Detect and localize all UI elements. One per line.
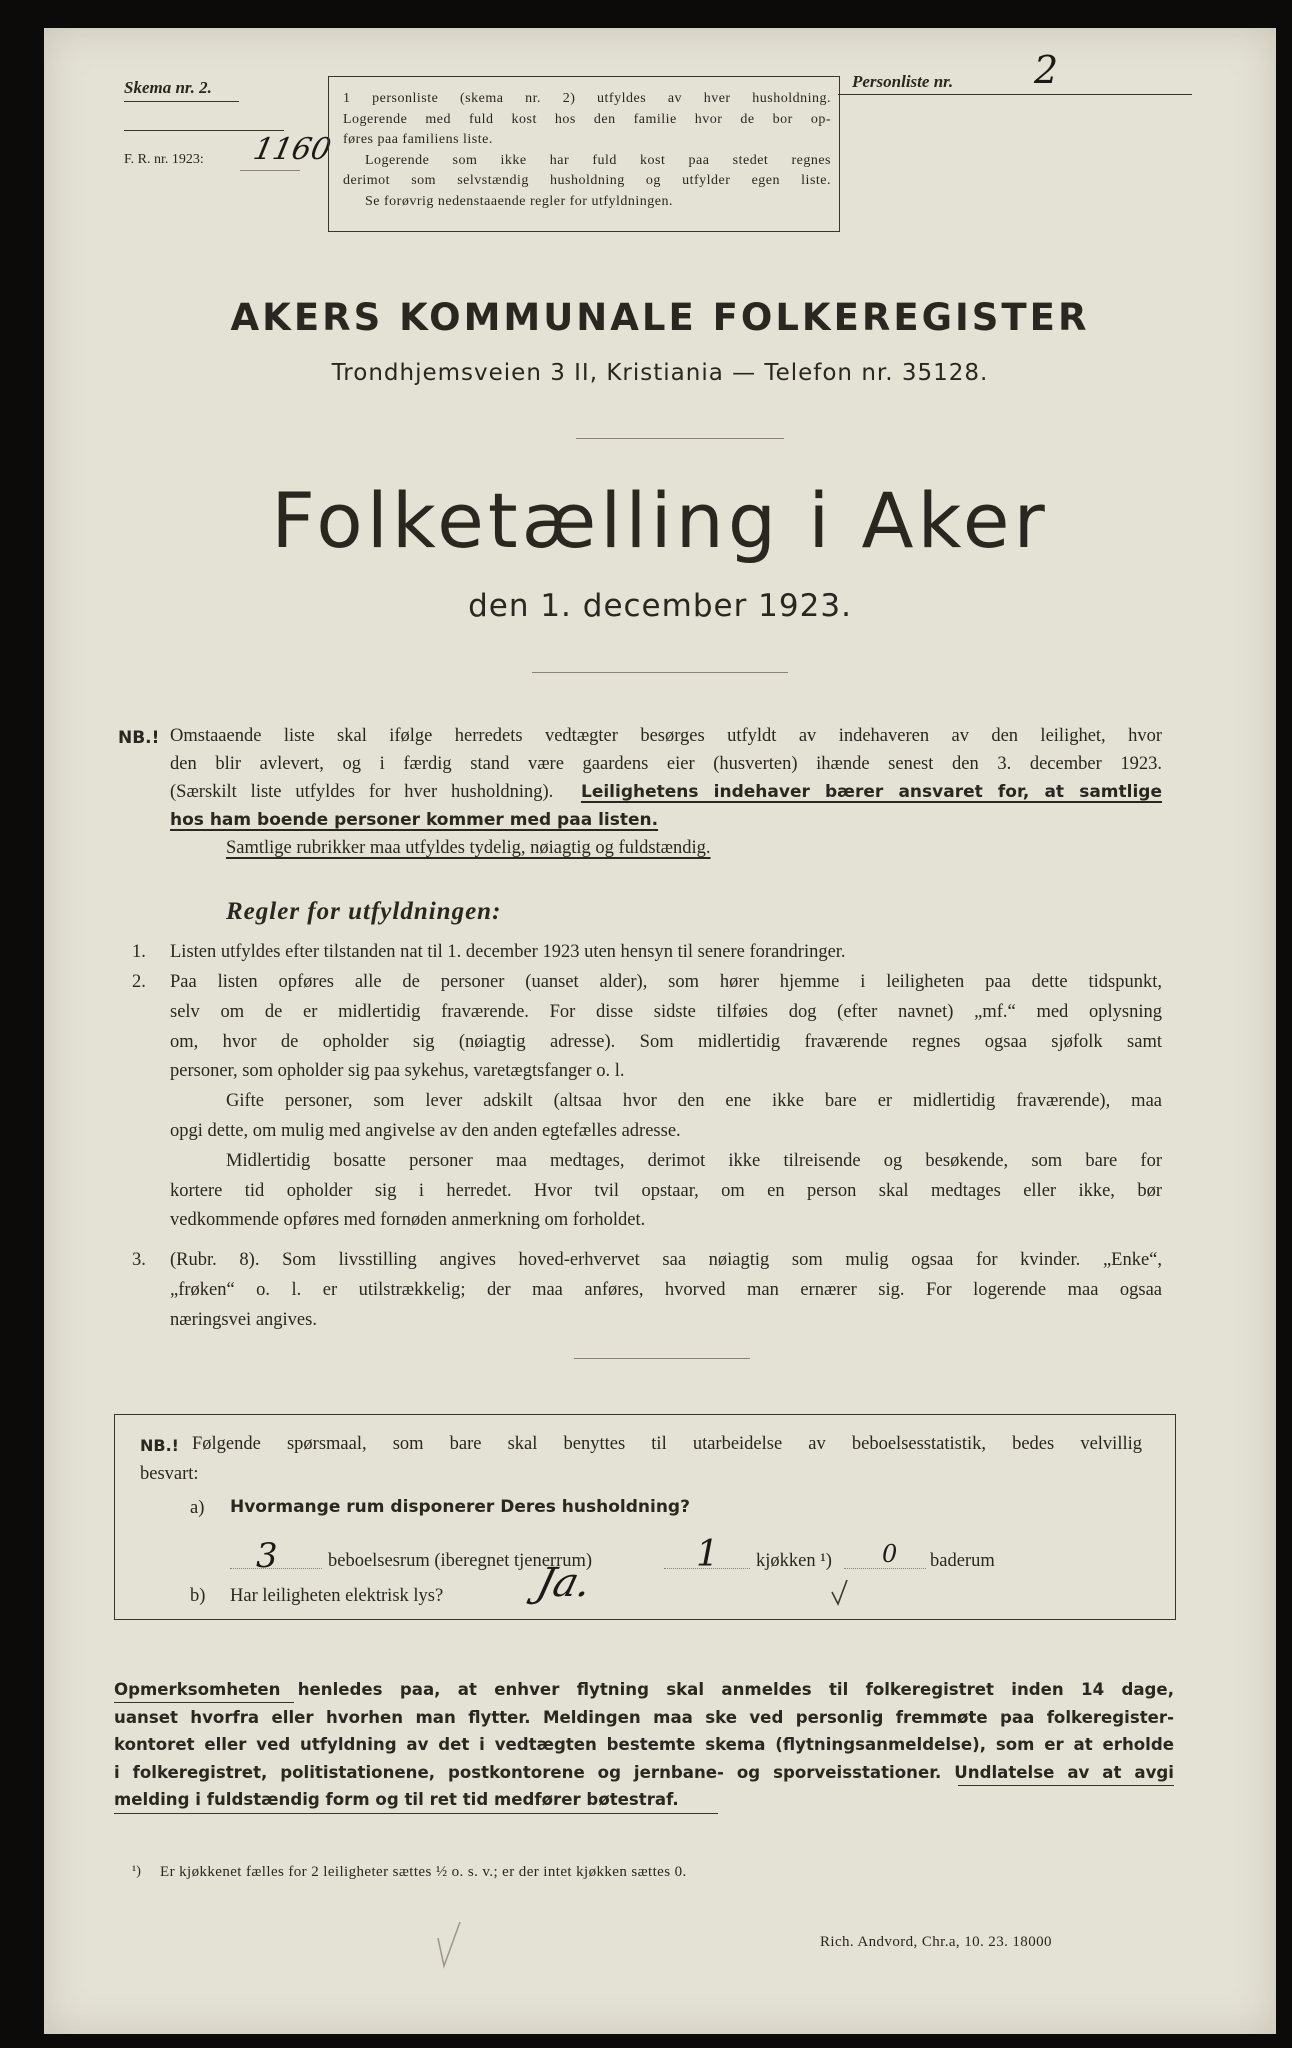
rule-1-number: 1.: [132, 942, 146, 962]
question-a: Hvormange rum disponerer Deres husholdning?: [230, 1497, 690, 1517]
personliste-underline: [838, 94, 1192, 95]
fr-number-line: [240, 170, 300, 171]
rule-line: vedkommende opføres med fornøden anmerkning om forholdet.: [170, 1210, 646, 1231]
footnote-mark: ¹): [132, 1864, 141, 1879]
nb2-text: Følgende spørsmaal, som bare skal benyttes til utarbeidelse av beboelsesstatistik, bedes velvillig: [192, 1434, 1142, 1454]
main-title: Folketælling i Aker: [271, 476, 1049, 565]
personliste-label: Personliste nr.: [852, 72, 954, 91]
rule-line: „frøken“ o. l. er utilstrækkelig; der maa anføres, hvorved man ernærer sig. For logerende maa ogsaa: [170, 1279, 1162, 1300]
fr-number-label: F. R. nr. 1923:: [124, 152, 204, 167]
date-divider: [532, 672, 788, 673]
instruction-line: Se forøvrig nedenstaaende regler for utfyldningen.: [365, 193, 674, 209]
instruction-line: føres paa familiens liste.: [343, 132, 493, 147]
rule-line: opgi dette, om mulig med angivelse av den anden egtefælles adresse.: [170, 1120, 681, 1141]
footnote: Er kjøkkenet fælles for 2 leiligheter sættes ½ o. s. v.; er der intet kjøkken sættes 0.: [160, 1864, 687, 1880]
nb2-line-1: [192, 1430, 1142, 1458]
rule-2: [170, 968, 1162, 1236]
organization-address: Trondhjemsveien 3 II, Kristiania — Telefon nr. 35128.: [331, 360, 989, 386]
rules-heading: Regler for utfyldningen:: [226, 898, 502, 925]
rule-line: selv om de er midlertidig fraværende. For disse sidste tilføies dog (efter navnet) „mf.“ med oplysning: [170, 1001, 1162, 1022]
rule-line: personer, som opholder sig paa sykehus, varetægtsfanger o. l.: [170, 1061, 625, 1082]
question-b-label: b): [190, 1586, 206, 1606]
rule-2-number: 2.: [132, 972, 146, 992]
instruction-line: Logerende med fuld kost hos den familie hvor de bor op-: [343, 111, 831, 127]
nb2-line-2: besvart:: [140, 1464, 199, 1484]
rooms-value[interactable]: 3: [256, 1536, 278, 1576]
instruction-line: Logerende som ikke har fuld kost paa stedet regnes: [365, 152, 831, 168]
bath-field-line: [844, 1568, 926, 1569]
nb-emphasis: Leilighetens indehaver bærer ansvaret for, at samtlige: [580, 782, 1162, 802]
notice-line: melding i fuldstændig form og til ret tid medfører bøtestraf.: [114, 1790, 679, 1810]
bath-value[interactable]: 0: [882, 1540, 898, 1568]
notice-line: i folkeregistret, politistationene, postkontorene og jernbane- og sporveisstationer. Undlatelse av at avgi: [114, 1762, 1174, 1782]
rooms-label: beboelsesrum (iberegnet tjenerrum): [328, 1551, 593, 1571]
kitchen-label: kjøkken ¹): [756, 1551, 832, 1571]
skema-label: Skema nr. 2.: [124, 78, 212, 97]
organization-title: AKERS KOMMUNALE FOLKEREGISTER: [230, 296, 1090, 339]
rule-line: (Rubr. 8). Som livsstilling angives hoved-erhvervet saa nøiagtig som mulig ogsaa for kvinder. „Enke“,: [170, 1250, 1162, 1270]
notice-line: uanset hvorfra eller hvorhen man flytter. Meldingen maa ske ved personlig fremmøte paa folkeregister-: [114, 1707, 1174, 1727]
bath-label: baderum: [930, 1551, 995, 1571]
nb-rubric-note: Samtlige rubrikker maa utfyldes tydelig, nøiagtig og fuldstændig.: [226, 838, 711, 858]
rule-line: Paa listen opføres alle de personer (uanset alder), som hører hjemme i leiligheten paa dette tidspunkt,: [170, 972, 1162, 992]
fr-number-value: 1160: [250, 132, 335, 167]
rule-line: næringsvei angives.: [170, 1309, 317, 1330]
nb-label: NB.!: [118, 728, 160, 748]
header-rule-left: [124, 130, 284, 131]
personliste-value: 2: [1034, 48, 1059, 92]
electric-light-answer[interactable]: Ja.: [532, 1560, 597, 1606]
moving-notice: [114, 1676, 1174, 1814]
rule-3: [170, 1246, 1162, 1335]
kitchen-value[interactable]: 1: [696, 1534, 719, 1575]
skema-underline: [124, 101, 239, 102]
rules-divider: [574, 1358, 750, 1359]
question-b: Har leiligheten elektrisk lys?: [230, 1586, 444, 1606]
rule-line: om, hvor de opholder sig (nøiagtig adresse). Som midlertidig fraværende regnes ogsaa sjøfolk samt: [170, 1031, 1162, 1052]
notice-underline: [958, 1785, 1174, 1786]
kitchen-field-line: [664, 1568, 750, 1569]
rule-line: Gifte personer, som lever adskilt (altsaa hvor den ene ikke bare er midlertidig fraværende), maa: [226, 1091, 1162, 1112]
question-a-label: a): [190, 1498, 205, 1518]
notice-underline: [114, 1813, 718, 1814]
check-mark-icon: [434, 1918, 464, 1970]
printer-imprint: Rich. Andvord, Chr.a, 10. 23. 18000: [820, 1934, 1052, 1950]
rule-line: kortere tid opholder sig i herredet. Hvor tvil opstaar, om en person skal medtages eller ikke, bør: [170, 1180, 1162, 1201]
nb-line: den blir avlevert, og i færdig stand være gaardens eier (husverten) ihænde senest den 3. december 1923.: [170, 754, 1162, 774]
notice-underline: [114, 1702, 294, 1703]
nb-line-part: (Særskilt liste utfyldes for hver husholdning).: [170, 782, 554, 802]
instruction-line: 1 personliste (skema nr. 2) utfyldes av hver husholdning.: [343, 91, 831, 106]
instruction-box: [328, 76, 840, 232]
census-form-page: [44, 28, 1276, 2034]
notice-line: kontoret eller ved utfyldning av det i vedtægten bestemte skema (flytningsanmeldelse), som er at erholde: [114, 1735, 1174, 1755]
check-mark-icon: [830, 1578, 850, 1606]
notice-line: Opmerksomheten henledes paa, at enhver flytning skal anmeldes til folkeregistret inden 14 dage,: [114, 1680, 1174, 1699]
rooms-field-line: [230, 1568, 322, 1569]
nb-line: Omstaaende liste skal ifølge herredets vedtægter besørges utfyldt av indehaveren av den leilighet, hvor: [170, 726, 1162, 746]
census-date: den 1. december 1923.: [468, 588, 852, 624]
title-divider: [576, 438, 784, 439]
nb-paragraph: [170, 722, 1162, 862]
rule-line: Midlertidig bosatte personer maa medtages, derimot ikke tilreisende og besøkende, som bare for: [226, 1150, 1162, 1171]
nb-emphasis: hos ham boende personer kommer med paa listen.: [170, 810, 659, 830]
nb-line: [170, 778, 1162, 806]
instruction-line: derimot som selvstændig husholdning og utfylder egen liste.: [343, 173, 831, 188]
nb2-label: NB.!: [140, 1436, 179, 1455]
rule-1: Listen utfyldes efter tilstanden nat til 1. december 1923 uten hensyn til senere forandringer.: [170, 942, 846, 962]
rule-3-number: 3.: [132, 1250, 146, 1270]
